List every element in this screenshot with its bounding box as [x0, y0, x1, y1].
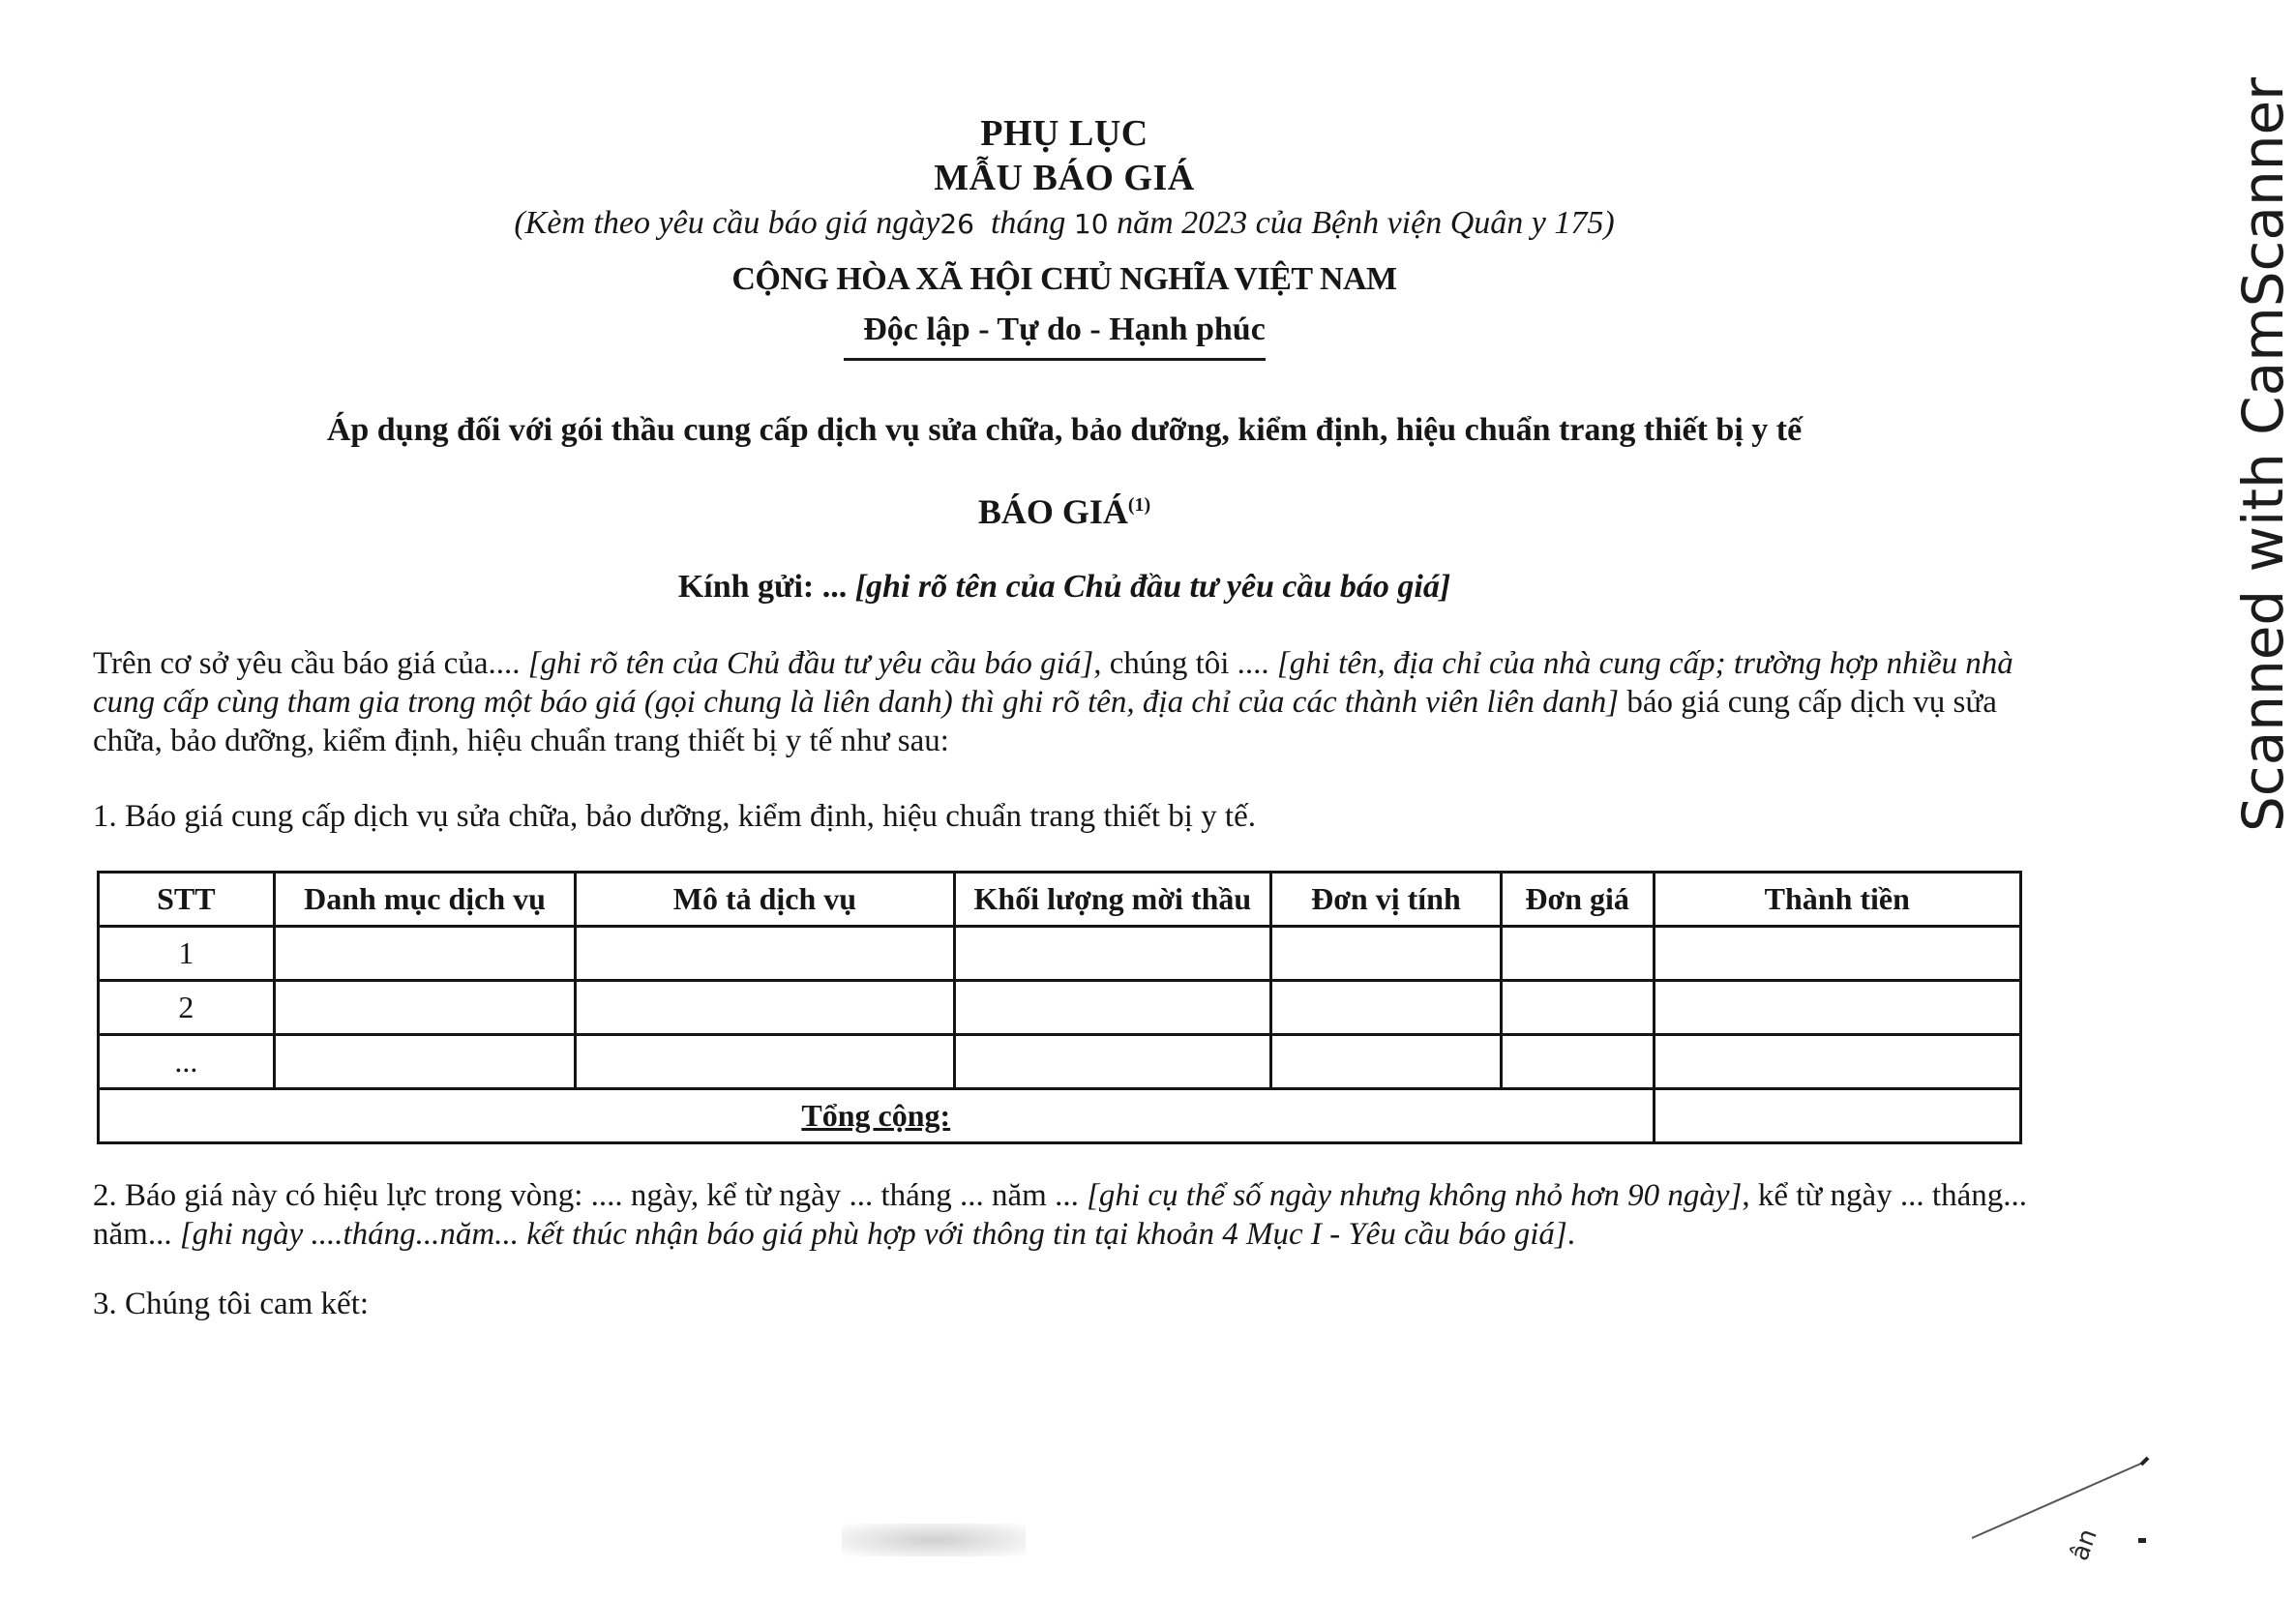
apply-note: Áp dụng đối với gói thầu cung cấp dịch vụ sửa chữa, bảo dưỡng, kiểm định, hiệu chuẩn trang thiết bị y tế [326, 412, 1803, 448]
footnote-ref: (1) [1127, 494, 1151, 516]
intro-placeholder-2: [ghi tên, địa chỉ của nhà cung cấp; trường hợp nhiều nhà cung cấp cùng tham gia trong một báo giá (gọi chung là liên danh) thì ghi rõ tên, địa chỉ của các thành viên liên danh] [93, 646, 2013, 720]
item-2 [93, 1176, 2028, 1254]
cell-quantity [954, 1035, 1271, 1089]
col-header-stt: STT [99, 873, 275, 927]
item2-text-3: . [1566, 1217, 1575, 1252]
cell-quantity [954, 927, 1271, 981]
total-label-cell [99, 1089, 1655, 1143]
col-header-service-description: Mô tả dịch vụ [576, 873, 954, 927]
row-stt: 2 [99, 981, 275, 1035]
recipient-label: Kính gửi: ... [677, 569, 848, 605]
col-header-unit-price: Đơn giá [1501, 873, 1654, 927]
watermark-text: Scanned with CamScanner [2230, 76, 2296, 833]
cell-service-description [576, 1035, 954, 1089]
item2-text-2: , kể từ ngày ... tháng... năm... [93, 1178, 2027, 1252]
nation-heading: CỘNG HÒA XÃ HỘI CHỦ NGHĨA VIỆT NAM [731, 261, 1397, 297]
cell-unit [1271, 981, 1502, 1035]
col-header-quantity: Khối lượng mời thầu [954, 873, 1271, 927]
motto-underline [844, 358, 1266, 361]
quote-table [97, 871, 2022, 1144]
recipient-line [0, 569, 2129, 606]
row-stt: 1 [99, 927, 275, 981]
item-1: 1. Báo giá cung cấp dịch vụ sửa chữa, bảo dưỡng, kiểm định, hiệu chuẩn trang thiết bị y tế. [93, 799, 1256, 834]
corner-cut-text: ân [2065, 1525, 2103, 1565]
cell-unit [1271, 1035, 1502, 1089]
cell-service-list [274, 1035, 576, 1089]
attached-note [0, 205, 2129, 242]
col-header-service-list: Danh mục dịch vụ [274, 873, 576, 927]
intro-placeholder-1: [ghi rõ tên của Chủ đầu tư yêu cầu báo giá] [527, 646, 1094, 681]
item-3: 3. Chúng tôi cam kết: [93, 1287, 370, 1321]
table-row [99, 981, 2021, 1035]
item2-text-1: 2. Báo giá này có hiệu lực trong vòng: .... ngày, kể từ ngày ... tháng ... năm ... [93, 1178, 1079, 1213]
quote-title [0, 491, 2129, 532]
pen-stroke-mark [1964, 1441, 2158, 1548]
recipient-placeholder: [ghi rõ tên của Chủ đầu tư yêu cầu báo giá] [854, 569, 1451, 605]
cell-service-list [274, 927, 576, 981]
form-title: MẪU BÁO GIÁ [934, 158, 1195, 198]
annex-heading: PHỤ LỤC [980, 113, 1148, 154]
row-stt: ... [99, 1035, 275, 1089]
cell-quantity [954, 981, 1271, 1035]
cell-unit [1271, 927, 1502, 981]
camscanner-watermark [2230, 76, 2296, 833]
table-total-row [99, 1089, 2021, 1143]
cell-amount [1654, 927, 2020, 981]
intro-paragraph [93, 644, 2028, 760]
scan-smudge [842, 1524, 1026, 1556]
cell-unit-price [1501, 981, 1654, 1035]
table-row [99, 1035, 2021, 1089]
total-label: Tổng cộng: [801, 1098, 951, 1133]
handwritten-day: 26 [939, 208, 974, 240]
cell-service-description [576, 927, 954, 981]
quote-title-text: BÁO GIÁ [977, 492, 1128, 531]
cell-unit-price [1501, 927, 1654, 981]
cell-service-list [274, 981, 576, 1035]
col-header-unit: Đơn vị tính [1271, 873, 1502, 927]
month-word: tháng [990, 205, 1066, 241]
cell-unit-price [1501, 1035, 1654, 1089]
intro-text-3: báo giá cung cấp dịch vụ sửa chữa, bảo dưỡng, kiểm định, hiệu chuẩn trang thiết bị y tế như sau: [93, 685, 1997, 758]
motto: Độc lập - Tự do - Hạnh phúc [863, 311, 1266, 347]
handwritten-month: 10 [1073, 208, 1109, 240]
intro-text-2: , chúng tôi .... [1093, 646, 1269, 681]
cell-service-description [576, 981, 954, 1035]
item2-placeholder-1: [ghi cụ thể số ngày nhưng không nhỏ hơn 90 ngày] [1087, 1178, 1743, 1213]
col-header-amount: Thành tiền [1654, 873, 2020, 927]
table-header-row [99, 873, 2021, 927]
attached-prefix: (Kèm theo yêu cầu báo giá ngày [514, 205, 940, 241]
intro-text-1: Trên cơ sở yêu cầu báo giá của.... [93, 646, 521, 681]
attached-suffix: năm 2023 của Bệnh viện Quân y 175) [1117, 205, 1615, 241]
cell-amount [1654, 1035, 2020, 1089]
table-row [99, 927, 2021, 981]
item2-placeholder-2: [ghi ngày ....tháng...năm... kết thúc nhận báo giá phù hợp với thông tin tại khoản 4 Mục I - Yêu cầu báo giá] [179, 1217, 1567, 1252]
total-amount-cell [1654, 1089, 2020, 1143]
cell-amount [1654, 981, 2020, 1035]
